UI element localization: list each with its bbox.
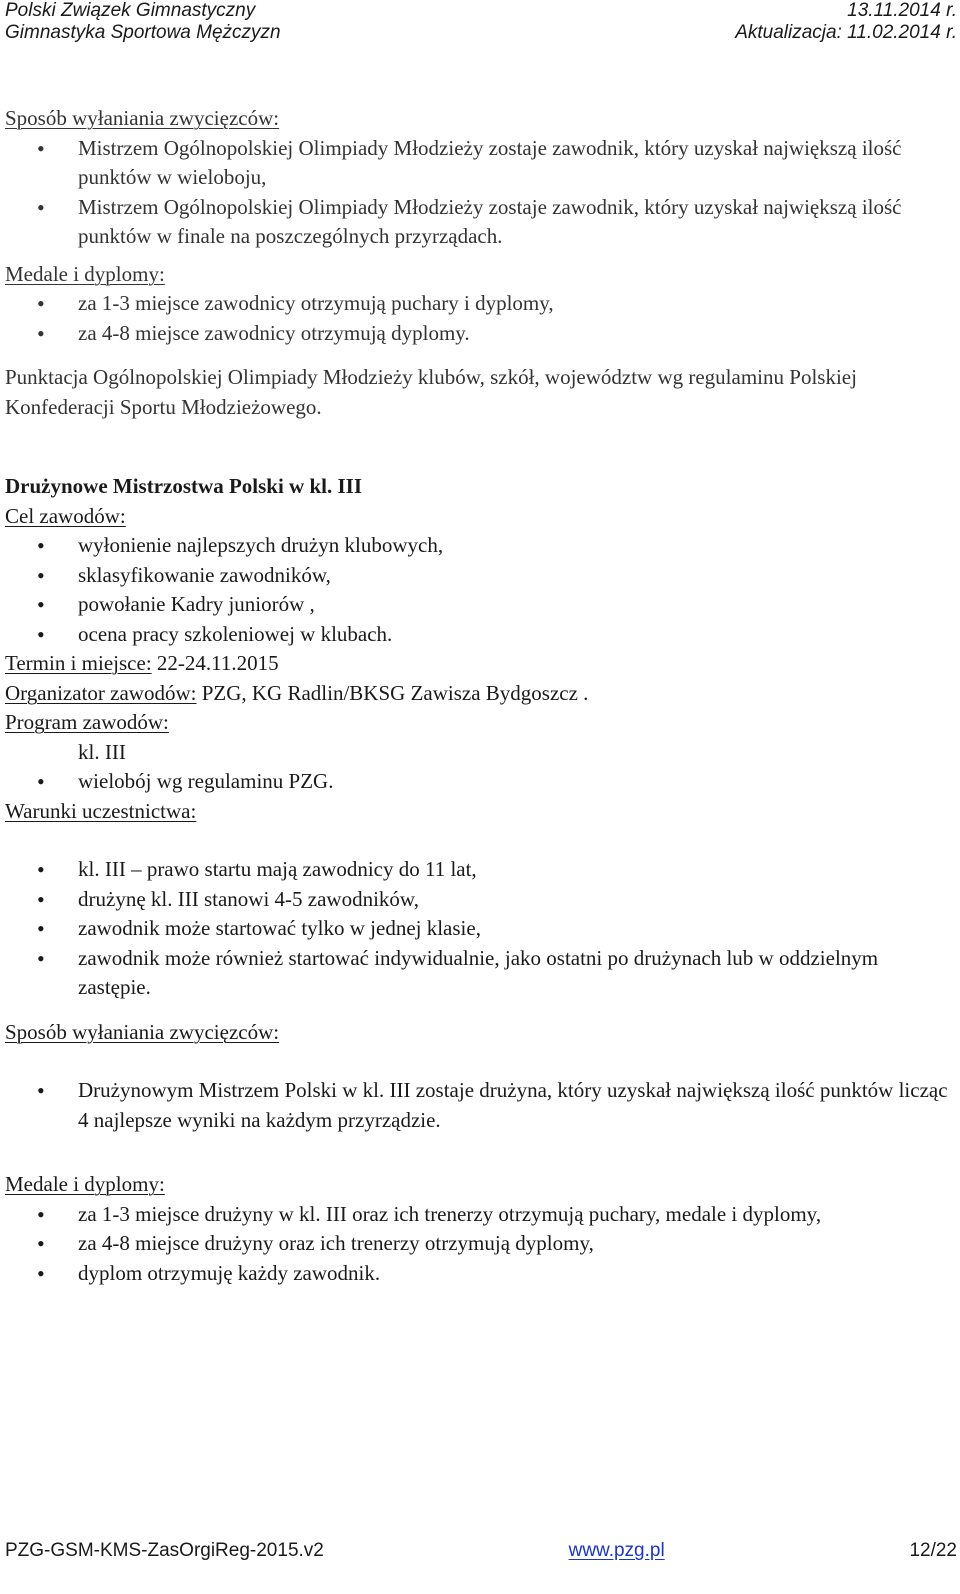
header-row-2: [5, 22, 957, 44]
term-value: 22-24.11.2015: [151, 651, 279, 675]
conditions-list: [5, 855, 955, 1003]
list-item: • sklasyfikowanie zawodników,: [5, 561, 955, 591]
organizer-label: Organizator zawodów:: [5, 680, 197, 705]
list-item: • wyłonienie najlepszych drużyn klubowych,: [5, 531, 955, 561]
list-item: • zawodnik może również startować indywidualnie, jako ostatni po drużynach lub w oddzielnym zastępie.: [5, 944, 955, 1003]
footer-website-link[interactable]: www.pzg.pl: [568, 1540, 665, 1561]
header-date: 13.11.2014 r.: [847, 0, 957, 21]
medals-heading: Medale i dyplomy:: [5, 261, 165, 286]
list-item: • Drużynowym Mistrzem Polski w kl. III zostaje drużyna, który uzyskał największą ilość punktów licząc 4 najlepsze wyniki na każdym przyrządzie.: [5, 1076, 955, 1135]
goal-list: [5, 531, 955, 649]
organizer-value: PZG, KG Radlin/BKSG Zawisza Bydgoszcz .: [196, 680, 589, 705]
page-footer: [5, 1538, 957, 1564]
goal-heading: Cel zawodów:: [5, 503, 126, 528]
list-item: • za 1-3 miejsce zawodnicy otrzymują puchary i dyplomy,: [5, 289, 955, 319]
program-heading: Program zawodów:: [5, 710, 169, 734]
term-line: [5, 649, 955, 679]
list-item: • wielobój wg regulaminu PZG.: [5, 767, 955, 797]
list-item: • kl. III – prawo startu mają zawodnicy do 11 lat,: [5, 855, 955, 885]
document-body: [5, 104, 955, 1288]
program-list: [5, 767, 955, 797]
list-item: • za 4-8 miejsce zawodnicy otrzymują dyplomy.: [5, 319, 955, 349]
term-label: Termin i miejsce:: [5, 651, 152, 675]
header-update: Aktualizacja: 11.02.2014 r.: [735, 22, 957, 43]
medals-list: [5, 289, 955, 348]
section-title: Drużynowe Mistrzostwa Polski w kl. III: [5, 474, 362, 498]
list-item: • za 1-3 miejsce drużyny w kl. III oraz ich trenerzy otrzymują puchary, medale i dyplomy,: [5, 1200, 955, 1230]
header-discipline: Gimnastyka Sportowa Mężczyzn: [5, 22, 281, 43]
medals2-heading: Medale i dyplomy:: [5, 1172, 165, 1196]
footer-page-number: 12/22: [909, 1540, 957, 1561]
page-header: [5, 0, 957, 44]
organizer-line: [5, 679, 955, 709]
list-item: • powołanie Kadry juniorów ,: [5, 590, 955, 620]
scoring-paragraph: Punktacja Ogólnopolskiej Olimpiady Młodzieży klubów, szkół, województw wg regulaminu Polskiej Konfederacji Sportu Młodzieżowego.: [5, 365, 857, 419]
list-item: • Mistrzem Ogólnopolskiej Olimpiady Młodzieży zostaje zawodnik, który uzyskał największą ilość punktów w wieloboju,: [5, 134, 955, 193]
conditions-heading: Warunki uczestnictwa:: [5, 798, 197, 823]
winners-heading: Sposób wyłaniania zwycięzców:: [5, 106, 280, 130]
list-item: • dyplom otrzymuję każdy zawodnik.: [5, 1259, 955, 1289]
list-item: • zawodnik może startować tylko w jednej klasie,: [5, 914, 955, 944]
list-item: • ocena pracy szkoleniowej w klubach.: [5, 620, 955, 650]
list-item: • Mistrzem Ogólnopolskiej Olimpiady Młodzieży zostaje zawodnik, który uzyskał największą ilość punktów w finale na poszczególnych przyrządach.: [5, 193, 955, 252]
header-org: Polski Związek Gimnastyczny: [5, 0, 256, 21]
winners2-list: [5, 1076, 955, 1135]
program-class: kl. III: [78, 739, 126, 764]
winners2-heading: Sposób wyłaniania zwycięzców:: [5, 1019, 280, 1044]
winners-list: [5, 134, 955, 252]
footer-doc-id: PZG-GSM-KMS-ZasOrgiReg-2015.v2: [5, 1540, 324, 1561]
list-item: • za 4-8 miejsce drużyny oraz ich trenerzy otrzymują dyplomy,: [5, 1229, 955, 1259]
list-item: • drużynę kl. III stanowi 4-5 zawodników,: [5, 885, 955, 915]
medals2-list: [5, 1200, 955, 1289]
header-row-1: [5, 0, 957, 22]
